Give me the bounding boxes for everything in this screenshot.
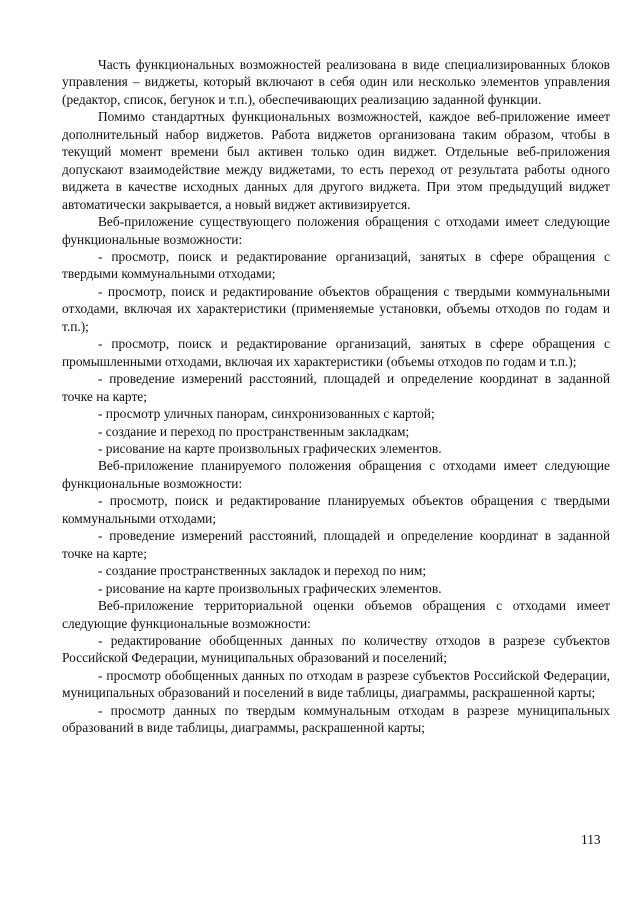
list-item: - просмотр, поиск и редактирование планируемых объектов обращения с твердыми коммунальными отходами; (62, 493, 610, 526)
list-item: - проведение измерений расстояний, площадей и определение координат в заданной точке на карте; (62, 528, 610, 561)
list-item: - просмотр, поиск и редактирование объектов обращения с твердыми коммунальными отходами, включая их характеристики (применяемые установки, объемы отходов по годам и т.п.); (62, 283, 610, 334)
list-item: - просмотр обобщенных данных по отходам в разрезе субъектов Российской Федерации, муниципальных образований и поселений в виде таблицы, диаграммы, раскрашенной карты; (62, 667, 610, 701)
page-body (62, 56, 610, 737)
paragraph-existing-app-intro: Веб-приложение существующего положения обращения с отходами имеет следующие функциональные возможности: (62, 214, 610, 247)
paragraph-planned-app-intro: Веб-приложение планируемого положения обращения с отходами имеет следующие функциональные возможности: (62, 458, 610, 491)
paragraph-assessment-app-intro: Веб-приложение территориальной оценки объемов обращения с отходами имеет следующие функциональные возможности: (62, 598, 610, 631)
page-number: 113 (581, 832, 601, 847)
list-item: - рисование на карте произвольных графических элементов. (98, 440, 442, 456)
list-item: - редактирование обобщенных данных по количеству отходов в разрезе субъектов Российской Федерации, муниципальных образований и поселений; (62, 632, 610, 666)
list-item: - просмотр уличных панорам, синхронизованных с картой; (98, 406, 435, 422)
list-item: - просмотр, поиск и редактирование организаций, занятых в сфере обращения с твердыми коммунальными отходами; (62, 248, 610, 282)
paragraph-widgets-set: Помимо стандартных функциональных возможностей, каждое веб-приложение имеет дополнительный набор виджетов. Работа виджетов организована таким образом, чтобы в текущий момент времени был активен только один виджет. Отдельные веб-приложения допускают взаимодействие между виджетами, то есть переход от результата работы одного виджета в качестве исходных данных для другого виджета. При этом предыдущий виджет автоматически закрывается, а новый виджет активизируется. (62, 109, 610, 212)
list-item: - рисование на карте произвольных графических элементов. (98, 580, 442, 596)
list-item: - проведение измерений расстояний, площадей и определение координат в заданной точке на карте; (62, 371, 610, 404)
list-item: - просмотр, поиск и редактирование организаций, занятых в сфере обращения с промышленными отходами, включая их характеристики (объемы отходов по годам и т.п.); (62, 336, 610, 369)
list-item: - создание пространственных закладок и переход по ним; (98, 563, 427, 579)
paragraph-widgets-intro: Часть функциональных возможностей реализована в виде специализированных блоков управления – виджеты, который включают в себя один или несколько элементов управления (редактор, список, бегунок и т.п.), обеспечивающих реализацию заданной функции. (62, 57, 610, 107)
list-item: - создание и переход по пространственным закладкам; (98, 423, 410, 439)
list-item: - просмотр данных по твердым коммунальным отходам в разрезе муниципальных образований в виде таблицы, диаграммы, раскрашенной карты; (62, 702, 610, 736)
